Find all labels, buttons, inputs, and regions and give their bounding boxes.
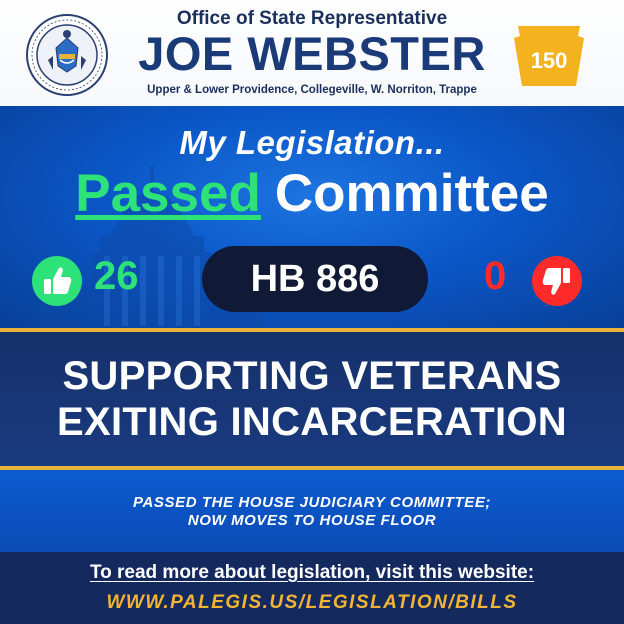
keystone-icon <box>514 24 584 88</box>
headline-intro: My Legislation... <box>179 124 445 161</box>
header <box>0 0 624 106</box>
legislation-url[interactable]: WWW.PALEGIS.US/LEGISLATION/BILLS <box>106 592 518 613</box>
district-number: 150 <box>530 48 568 73</box>
bill-title-line2: EXITING INCARCERATION <box>56 400 567 444</box>
bill-title-band <box>0 332 624 466</box>
representative-name: JOE WEBSTER <box>138 27 486 80</box>
status-note-line1: PASSED THE HOUSE JUDICIARY COMMITTEE; <box>132 494 492 511</box>
no-vote-count: 0 <box>484 254 507 298</box>
headline-panel <box>0 106 624 330</box>
office-title: Office of State Representative <box>176 8 448 29</box>
headline-status <box>0 162 624 226</box>
status-note-band <box>0 470 624 552</box>
footer-prompt: To read more about legislation, visit this website: <box>89 562 535 583</box>
status-note-line2: NOW MOVES TO HOUSE FLOOR <box>187 512 437 529</box>
district-towns: Upper & Lower Providence, Collegeville, W. Norriton, Trappe <box>147 84 477 96</box>
thumbs-up-icon <box>32 256 82 306</box>
bill-number-badge: HB 886 <box>202 246 428 312</box>
status-passed-word: Passed <box>75 164 261 223</box>
footer <box>0 552 624 624</box>
bill-title-line1: SUPPORTING VETERANS <box>62 354 562 398</box>
thumbs-down-icon <box>532 256 582 306</box>
status-committee-word: Committee <box>274 164 549 223</box>
yes-vote-count: 26 <box>94 254 139 298</box>
